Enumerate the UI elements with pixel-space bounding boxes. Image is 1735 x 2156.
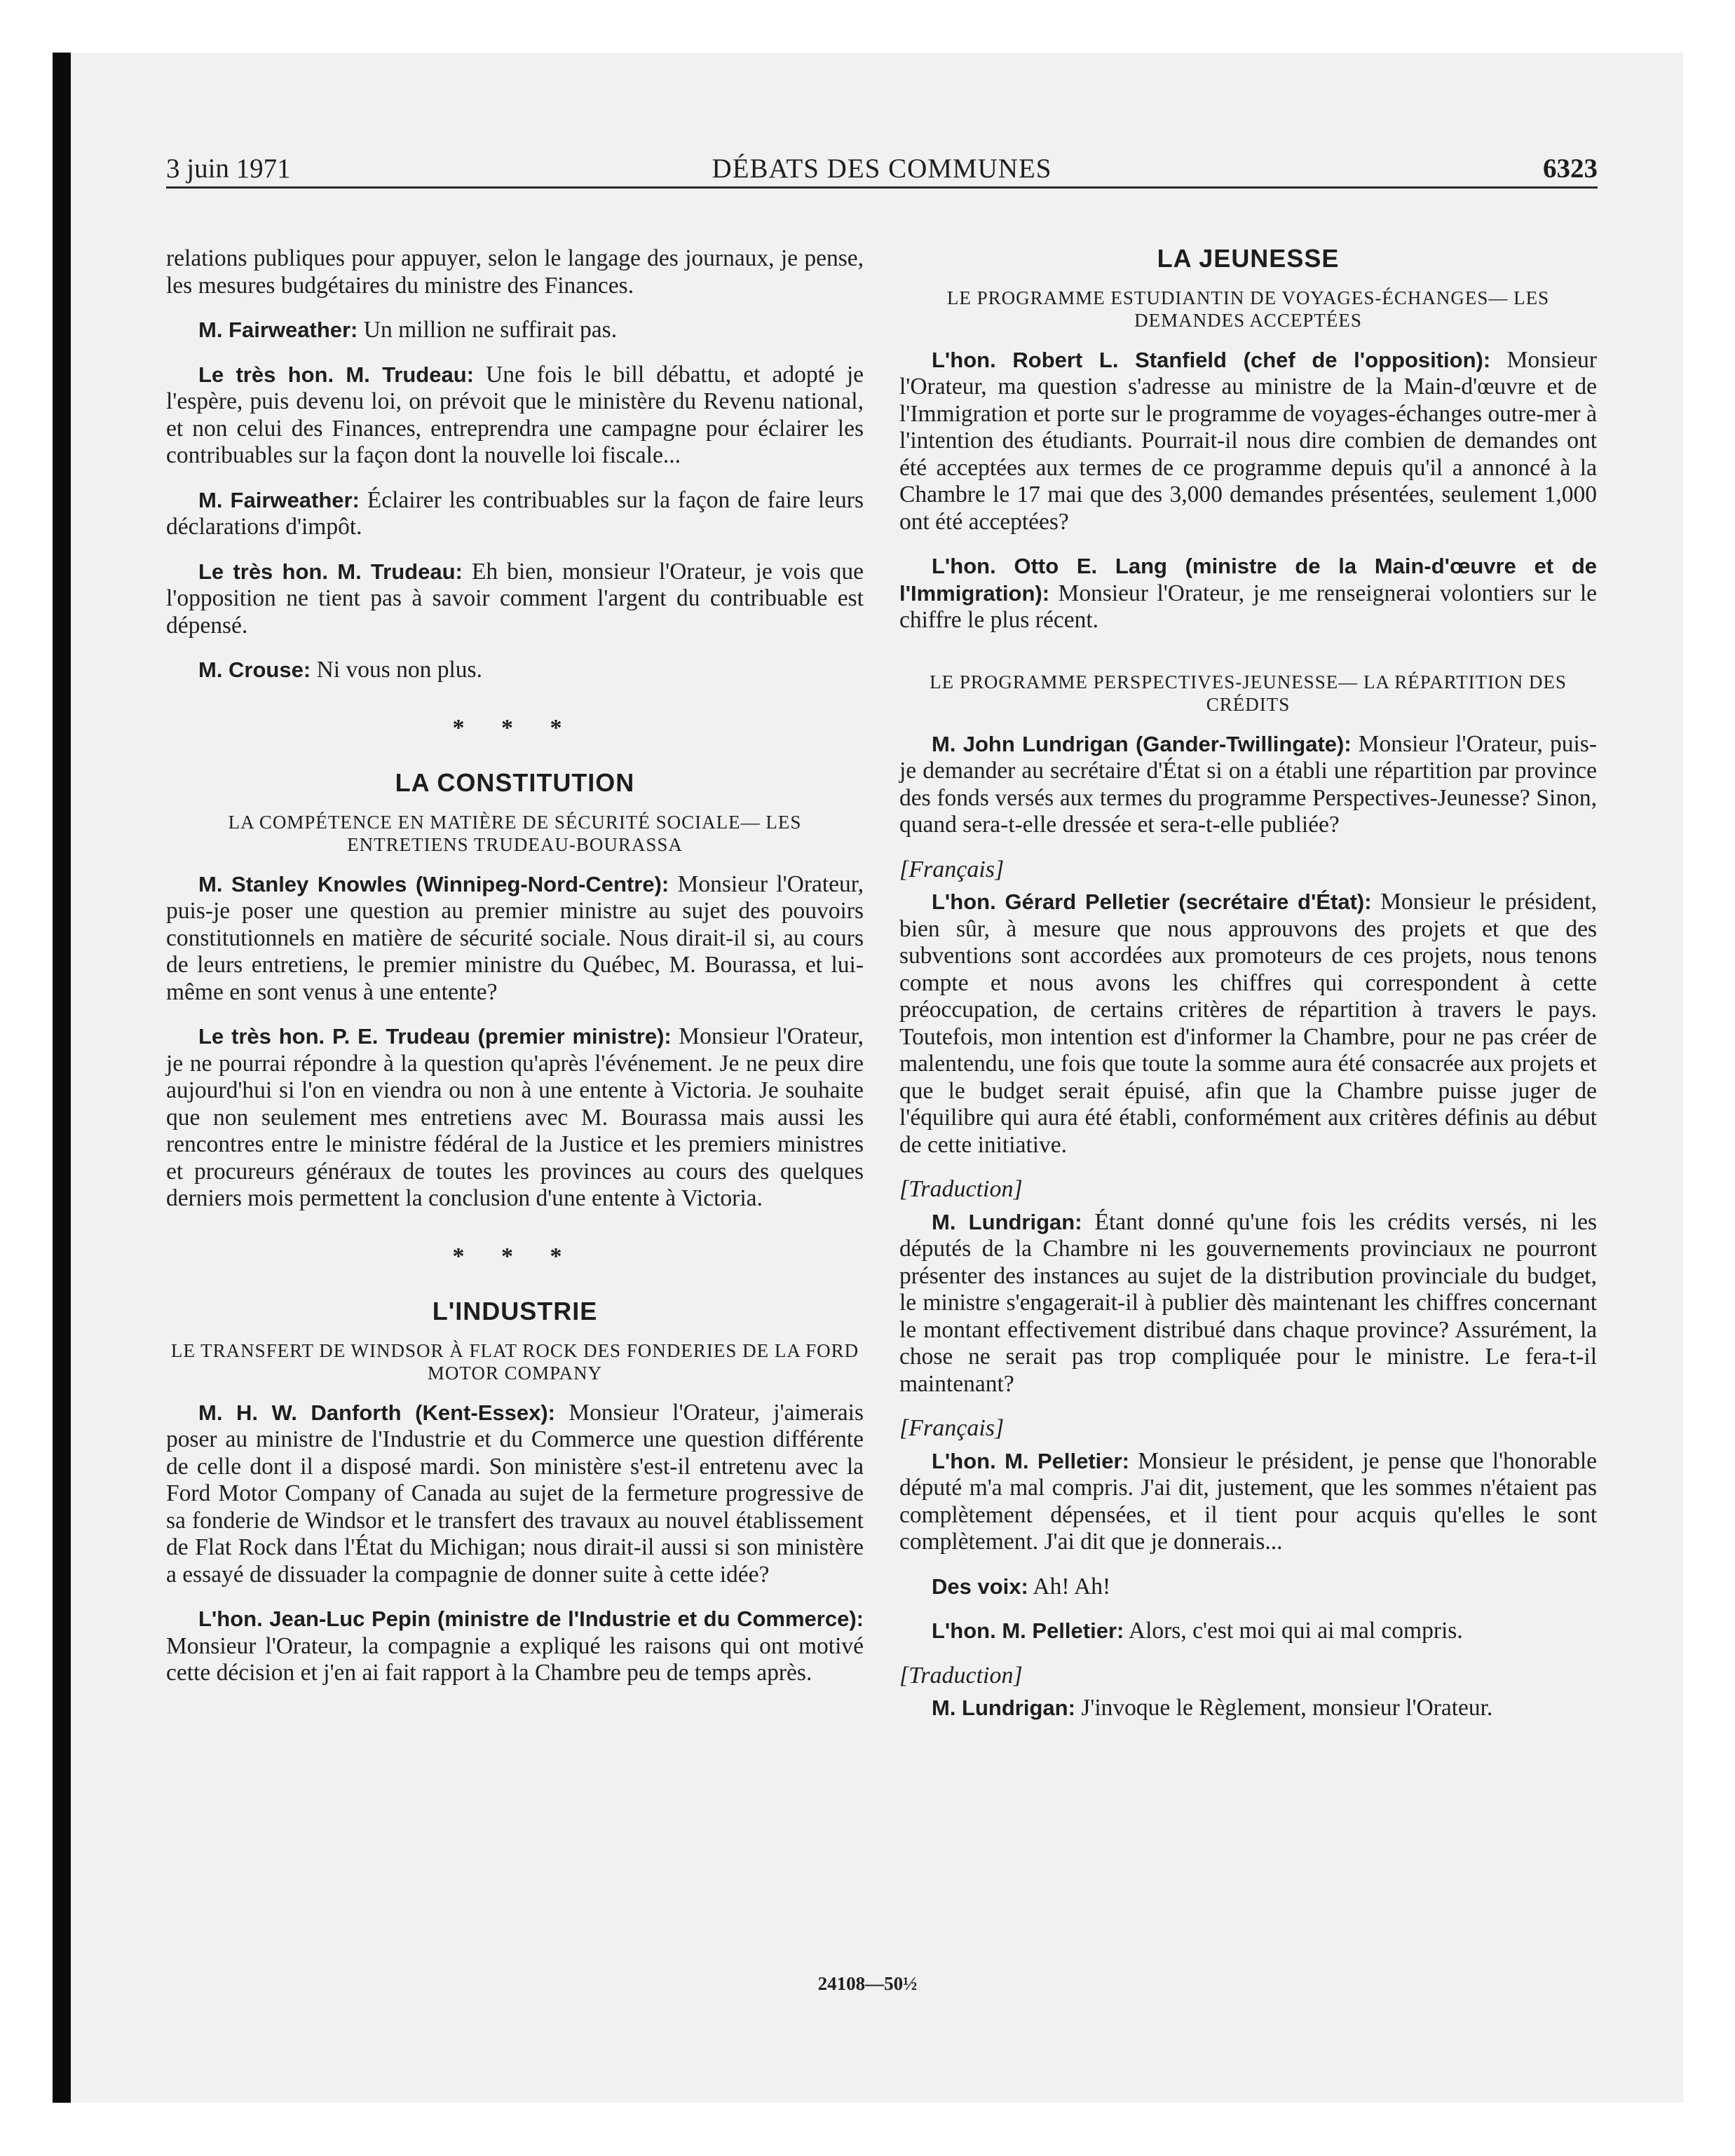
speaker: M. Fairweather: <box>198 318 358 342</box>
scan-left-edge <box>53 53 71 2103</box>
section-subtitle: LA COMPÉTENCE EN MATIÈRE DE SÉCURITÉ SOCIALE— LES ENTRETIENS TRUDEAU-BOURASSA <box>228 811 802 855</box>
page-footer-code: 24108—50½ <box>817 1973 918 1994</box>
paragraph <box>166 487 864 541</box>
paragraph <box>166 1023 864 1213</box>
section-subtitle: LE TRANSFERT DE WINDSOR À FLAT ROCK DES FONDERIES DE LA FORD MOTOR COMPANY <box>170 1339 859 1384</box>
paragraph <box>899 347 1597 536</box>
paragraph: relations publiques pour appuyer, selon le langage des journaux, je pense, les mesures budgétaires du ministre des Finances. <box>166 245 864 299</box>
speaker: Le très hon. M. Trudeau: <box>198 362 474 387</box>
speaker: M. Crouse: <box>198 657 311 682</box>
section-title: L'INDUSTRIE <box>432 1297 598 1325</box>
paragraph <box>899 1574 1597 1601</box>
section-title: LA JEUNESSE <box>1157 244 1340 273</box>
paragraph <box>899 1448 1597 1556</box>
paragraph <box>166 657 864 684</box>
paragraph <box>899 553 1597 634</box>
section-title: LA CONSTITUTION <box>395 768 635 797</box>
speech: Eh bien, monsieur l'Orateur, je vois que l'opposition ne tient pas à savoir comment l'argent du contribuable est dépensé. <box>166 558 864 639</box>
speaker: M. John Lundrigan (Gander-Twillingate): <box>932 731 1352 756</box>
speaker: M. Lundrigan: <box>932 1209 1082 1234</box>
speech: Éclairer les contribuables sur la façon de faire leurs déclarations d'impôt. <box>166 486 864 540</box>
section-subtitle: LE PROGRAMME PERSPECTIVES-JEUNESSE— LA RÉPARTITION DES CRÉDITS <box>930 671 1567 715</box>
speaker: L'hon. Gérard Pelletier (secrétaire d'État): <box>932 889 1372 914</box>
speech: Alors, c'est moi qui ai mal compris. <box>1124 1618 1463 1644</box>
speech: Monsieur l'Orateur, la compagnie a expliqué les raisons qui ont motivé cette décision et j'en ai fait rapport à la Chambre peu de temps après. <box>166 1632 864 1686</box>
speech: Monsieur l'Orateur, ma question s'adresse au ministre de la Main-d'œuvre et de l'Immigration et porte sur le programme de voyages-échanges outre-mer à l'intention des étudiants. Pourrait-il nous dire combien de demandes ont été acceptées aux termes de ce programme depuis qu'il a annoncé à la Chambre le 17 mai que des 3,000 demandes présentées, seulement 1,000 ont été acceptées? <box>899 346 1597 535</box>
speaker: M. Fairweather: <box>198 487 360 512</box>
paragraph <box>166 871 864 1007</box>
speech: Ni vous non plus. <box>311 657 482 683</box>
speech: Une fois le bill débattu, et adopté je l'espère, puis devenu loi, on prévoit que le ministère du Revenu national, et non celui des Finances, entreprendra une campagne pour éclairer les contribuables sur la façon dont la nouvelle loi fiscale... <box>166 361 864 468</box>
speech: Monsieur le président, je pense que l'honorable député m'a mal compris. J'ai dit, justement, que les sommes n'étaient pas complètement dépensées, et il tient pour acquis qu'elles le sont complètement. J'ai dit que je donnerais... <box>899 1447 1597 1555</box>
language-marker: [Français] <box>899 856 1005 882</box>
speech: Étant donné qu'une fois les crédits versés, ni les députés de la Chambre ni les gouvernements provinciaux ne pourront présenter des instances au sujet de la distribution provinciale du budget, le ministre s'engagerait-il à publier dès maintenant les chiffres concernant le montant effectivement distribué dans chaque province? Assurément, la chose ne serait pas trop compliquée pour le ministre. Le fera-t-il maintenant? <box>899 1208 1598 1397</box>
language-marker: [Traduction] <box>899 1176 1023 1202</box>
right-column <box>899 245 1597 1740</box>
speech: Un million ne suffirait pas. <box>358 317 618 343</box>
paragraph <box>166 317 864 344</box>
speaker: Des voix: <box>932 1574 1028 1599</box>
paragraph <box>899 1618 1597 1645</box>
speaker: M. Lundrigan: <box>932 1696 1075 1720</box>
speech: J'invoque le Règlement, monsieur l'Orateur. <box>1075 1695 1493 1721</box>
speech: Ah! Ah! <box>1028 1573 1111 1599</box>
speech: Monsieur le président, bien sûr, à mesure que nous approuvons des projets et que des subventions sont accordées aux promoteurs de ces projets, nous tenons compte et nous avons les chiffres qui correspondent à cette préoccupation, de certains critères de répartition à travers le pays. Toutefois, mon intention est d'informer la Chambre, pour ne pas créer de malentendu, une fois que toute la somme aura été consacrée aux projets et que le budget serait épuisé, afin que la Chambre puisse juger de l'équilibre qui aura été établi, conformément aux critères définis au début de cette initiative. <box>899 889 1597 1158</box>
speaker: L'hon. M. Pelletier: <box>932 1618 1124 1643</box>
speaker: L'hon. Otto E. Lang (ministre de la Main-d'œuvre et de l'Immigration): <box>899 554 1597 606</box>
paragraph <box>899 731 1597 839</box>
language-marker: [Traduction] <box>899 1662 1023 1688</box>
speech: Monsieur l'Orateur, puis-je poser une question au premier ministre au sujet des pouvoirs constitutionnels en matière de sécurité sociale. Nous dirait-il si, au cours de leurs entretiens, le premier ministre du Québec, M. Bourassa, et lui-même en sont venus à une entente? <box>166 871 864 1005</box>
speaker: L'hon. Jean-Luc Pepin (ministre de l'Industrie et du Commerce): <box>198 1606 864 1631</box>
left-column <box>166 245 864 1705</box>
header-page-number: 6323 <box>1543 153 1598 184</box>
page-header <box>166 153 1598 189</box>
speech: Monsieur l'Orateur, j'aimerais poser au ministre de l'Industrie et du Commerce une question différente de celle dont il a disposé mardi. Son ministère s'est-il entretenu avec la Ford Motor Company of Canada au sujet de la fermeture progressive de sa fonderie de Windsor et le transfert des travaux au nouvel établissement de Flat Rock dans l'État du Michigan; nous dirait-il aussi si son ministère a essayé de dissuader la compagnie de donner suite à cette idée? <box>166 1399 864 1588</box>
paragraph <box>899 1695 1597 1722</box>
paragraph <box>166 1400 864 1589</box>
paragraph <box>166 362 864 470</box>
header-title: DÉBATS DES COMMUNES <box>712 153 1052 184</box>
speaker: Le très hon. P. E. Trudeau (premier ministre): <box>198 1024 672 1049</box>
speaker: M. H. W. Danforth (Kent-Essex): <box>198 1400 555 1425</box>
header-date: 3 juin 1971 <box>166 153 291 184</box>
speaker: L'hon. Robert L. Stanfield (chef de l'opposition): <box>932 347 1491 372</box>
section-subtitle: LE PROGRAMME ESTUDIANTIN DE VOYAGES-ÉCHANGES— LES DEMANDES ACCEPTÉES <box>946 287 1550 331</box>
paragraph <box>166 1606 864 1687</box>
paragraph <box>899 1209 1597 1398</box>
speaker: Le très hon. M. Trudeau: <box>198 559 463 584</box>
paragraph <box>899 889 1597 1159</box>
section-separator: * * * <box>452 714 578 741</box>
section-separator: * * * <box>452 1243 578 1269</box>
language-marker: [Français] <box>899 1415 1005 1441</box>
speaker: M. Stanley Knowles (Winnipeg-Nord-Centre): <box>198 871 669 896</box>
speech: Monsieur l'Orateur, je ne pourrai répondre à la question qu'après l'événement. Je ne peux dire aujourd'hui si l'on en viendra ou non à une entente à Victoria. Je souhaite que non seulement mes entretiens avec M. Bourassa mais aussi les rencontres entre le ministre fédéral de la Justice et les premiers ministres et procureurs généraux de toutes les provinces au cours des quelques derniers mois permettent la conclusion d'une entente à Victoria. <box>166 1023 864 1211</box>
speaker: L'hon. M. Pelletier: <box>932 1448 1129 1473</box>
speech: Monsieur l'Orateur, puis-je demander au secrétaire d'État si on a établi une répartition par province des fonds versés aux termes du programme Perspectives-Jeunesse? Sinon, quand sera-t-elle dressée et sera-t-elle publiée? <box>899 730 1597 838</box>
paragraph <box>166 559 864 640</box>
speech: Monsieur l'Orateur, je me renseignerai volontiers sur le chiffre le plus récent. <box>899 580 1597 633</box>
